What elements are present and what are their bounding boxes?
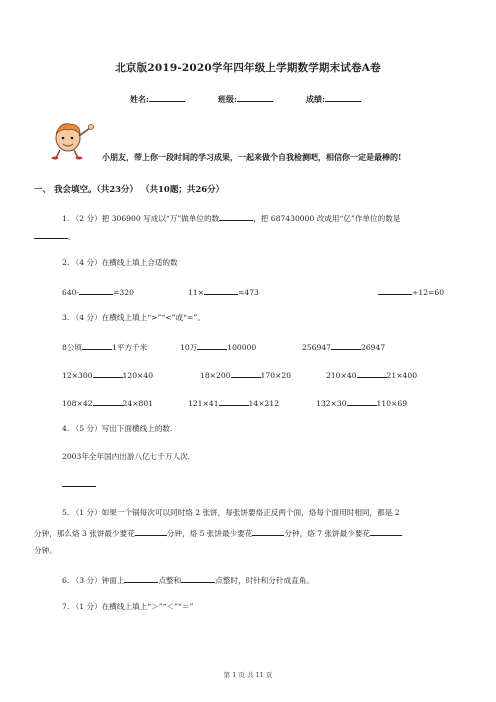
q6-text-c: 点整时，时针和分针成直角。 xyxy=(215,576,314,585)
q3-r2-c2-blank[interactable] xyxy=(231,369,261,378)
q3-r1-c3-blank[interactable] xyxy=(331,341,361,350)
q3-r2-c1-blank[interactable] xyxy=(93,369,123,378)
q4-text: 2003年全年国内出游八亿七千万人次. xyxy=(62,452,191,461)
q6-text-b: 点整和 xyxy=(158,576,182,585)
name-label: 姓名: xyxy=(130,94,149,104)
q2-blank-3[interactable] xyxy=(378,286,412,295)
q2-item-2-a: 11× xyxy=(188,288,205,297)
q5-blank-3[interactable] xyxy=(370,527,402,536)
q3-r3-c2-a: 121×41 xyxy=(188,399,219,408)
q3-r1-c3-a: 256947 xyxy=(302,343,331,352)
mascot-illustration xyxy=(48,116,98,160)
question-5-cont xyxy=(34,527,402,539)
q3-r1-c3 xyxy=(302,341,385,353)
page-title: 北京版2019-2020学年四年级上学期数学期末试卷A卷 xyxy=(115,62,381,74)
q2-item-3 xyxy=(378,286,444,298)
q5-text-c: 分钟。 xyxy=(34,546,57,555)
q3-r1-c3-b: 26947 xyxy=(361,343,386,352)
q5-text-b3: 分钟，烙 7 张饼最少要花 xyxy=(284,529,371,538)
q3-r1-c1 xyxy=(62,341,147,353)
name-field xyxy=(130,92,185,105)
q1-text-c: 。 xyxy=(68,232,76,241)
q2-item-1-a: 640- xyxy=(62,288,80,297)
q3-r3-c1 xyxy=(62,397,153,409)
q3-r1-c1-blank[interactable] xyxy=(82,341,112,350)
q5-text-b2: 分钟，烙 5 张饼最少要花 xyxy=(166,529,253,538)
question-2: 2. （4 分）在横线上填上合适的数 xyxy=(62,258,178,267)
intro-text: 小朋友，带上你一段时间的学习成果，一起来做个自我检测吧，相信你一定是最棒的! xyxy=(102,152,402,162)
class-field xyxy=(218,92,273,105)
score-label: 成绩: xyxy=(306,94,325,104)
q3-r3-c2-blank[interactable] xyxy=(219,397,249,406)
q3-r3-c1-b: 24×801 xyxy=(122,399,154,408)
class-blank[interactable] xyxy=(237,92,273,102)
question-1-cont xyxy=(34,230,76,242)
q2-item-1 xyxy=(62,286,134,298)
q3-r3-c2 xyxy=(188,397,279,409)
question-1 xyxy=(62,212,400,224)
q3-r3-c1-blank[interactable] xyxy=(93,397,123,406)
q3-r3-c2-b: 14×212 xyxy=(248,399,280,408)
q3-r3-c3-blank[interactable] xyxy=(347,397,377,406)
q4-blank[interactable] xyxy=(62,478,96,487)
q3-r2-c3-a: 210×40 xyxy=(326,371,357,380)
score-field xyxy=(306,92,361,105)
q1-text-a: 1. （2 分）把 306900 写成以“万”做单位的数 xyxy=(62,214,220,223)
q3-r2-c3-b: 21×400 xyxy=(386,371,418,380)
q5-blank-2[interactable] xyxy=(252,527,284,536)
q2-item-2-b: =473 xyxy=(238,288,259,297)
q3-r1-c2-blank[interactable] xyxy=(197,341,227,350)
q2-blank-1[interactable] xyxy=(79,286,113,295)
q3-r2-c1 xyxy=(62,369,153,381)
q3-r2-c1-b: 120×40 xyxy=(122,371,154,380)
q2-blank-2[interactable] xyxy=(204,286,238,295)
q3-r1-c1-a: 8公顷 xyxy=(62,343,83,352)
name-blank[interactable] xyxy=(149,92,185,102)
q5-blank-1[interactable] xyxy=(135,527,167,536)
q3-r2-c2 xyxy=(200,369,291,381)
q3-r2-c2-a: 18×200 xyxy=(200,371,231,380)
q3-r3-c3-a: 132×30 xyxy=(316,399,347,408)
q3-r1-c1-b: 1平方千米 xyxy=(112,343,148,352)
q3-r1-c2-a: 10万 xyxy=(180,343,198,352)
q3-r2-c3 xyxy=(326,369,417,381)
q1-blank-2[interactable] xyxy=(34,230,68,239)
question-4: 4. （5 分）写出下面横线上的数. xyxy=(62,424,173,433)
q3-r3-c1-a: 108×42 xyxy=(62,399,93,408)
q3-r3-c3-b: 110×69 xyxy=(376,399,408,408)
q2-item-1-b: =320 xyxy=(113,288,134,297)
q3-r1-c2-b: 100000 xyxy=(227,343,257,352)
q3-r2-c1-a: 12×300 xyxy=(62,371,93,380)
q1-text-b: ，把 687430000 改成用“亿”作单位的数是 xyxy=(253,214,401,223)
question-3: 3. （4 分）在横线上填上“>”“<”或“=”。 xyxy=(62,313,205,322)
q6-blank-1[interactable] xyxy=(124,574,158,583)
q3-r1-c2 xyxy=(180,341,256,353)
score-blank[interactable] xyxy=(325,92,361,102)
question-7: 7. （1 分）在横线上填上“＞”“＜”“＝” xyxy=(62,602,194,611)
class-label: 班级: xyxy=(218,94,237,104)
q4-answer-line xyxy=(62,478,96,490)
section-heading: 一、 我会填空。（共23分） （共10题；共26分） xyxy=(34,185,225,195)
q6-text-a: 6. （3 分）钟面上 xyxy=(62,576,125,585)
q2-item-3-b: ÷12=60 xyxy=(412,288,445,297)
q3-r3-c3 xyxy=(316,397,407,409)
question-5: 5. （1 分）如果一个锅每次可以同时烙 2 张饼，每张饼要烙正反两个面，烙每个面用时相同，都是 2 xyxy=(62,508,400,517)
question-6 xyxy=(62,574,314,586)
q5-text-b1: 分钟，那么烙 3 张饼最少要花 xyxy=(34,529,135,538)
q3-r2-c3-blank[interactable] xyxy=(357,369,387,378)
q2-item-2 xyxy=(188,286,259,298)
q3-r2-c2-b: 170×20 xyxy=(260,371,292,380)
q1-blank-1[interactable] xyxy=(219,212,253,221)
page-footer: 第 1 页 共 11 页 xyxy=(223,671,273,679)
q6-blank-2[interactable] xyxy=(181,574,215,583)
